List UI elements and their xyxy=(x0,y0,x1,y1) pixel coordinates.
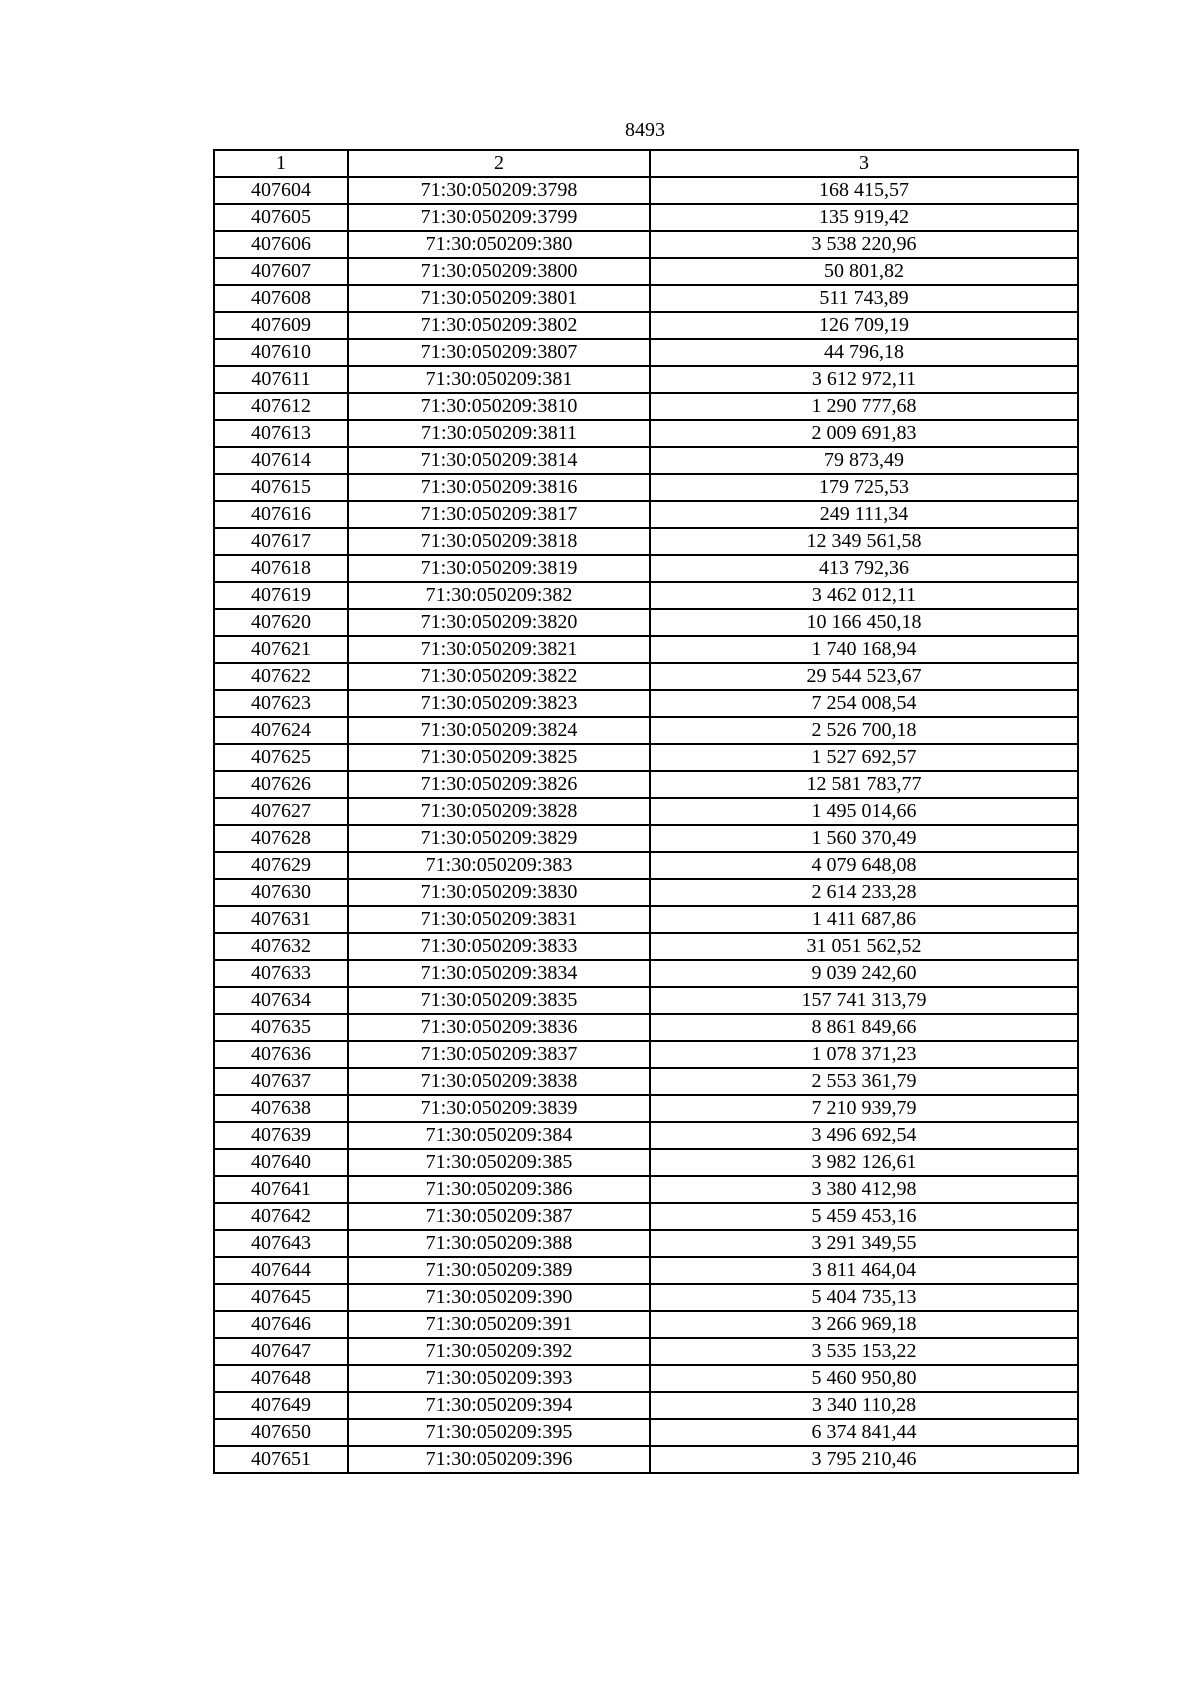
table-row xyxy=(214,717,1078,744)
cadastral-number-cell: 71:30:050209:3834 xyxy=(348,960,650,987)
row-number-cell: 407626 xyxy=(214,771,348,798)
table-row xyxy=(214,1014,1078,1041)
cadastral-number-cell: 71:30:050209:389 xyxy=(348,1257,650,1284)
column-header-3: 3 xyxy=(650,150,1078,177)
table-row xyxy=(214,366,1078,393)
row-number-cell: 407609 xyxy=(214,312,348,339)
cadastral-number-cell: 71:30:050209:396 xyxy=(348,1446,650,1473)
value-cell: 249 111,34 xyxy=(650,501,1078,528)
cadastral-number-cell: 71:30:050209:3828 xyxy=(348,798,650,825)
table-row xyxy=(214,987,1078,1014)
value-cell: 126 709,19 xyxy=(650,312,1078,339)
table-row xyxy=(214,1311,1078,1338)
cadastral-number-cell: 71:30:050209:3833 xyxy=(348,933,650,960)
table-row xyxy=(214,204,1078,231)
table-row xyxy=(214,1041,1078,1068)
table-row xyxy=(214,825,1078,852)
table-row xyxy=(214,420,1078,447)
table-row xyxy=(214,636,1078,663)
table-row xyxy=(214,177,1078,204)
cadastral-number-cell: 71:30:050209:394 xyxy=(348,1392,650,1419)
cadastral-number-cell: 71:30:050209:383 xyxy=(348,852,650,879)
row-number-cell: 407631 xyxy=(214,906,348,933)
value-cell: 3 811 464,04 xyxy=(650,1257,1078,1284)
cadastral-number-cell: 71:30:050209:3817 xyxy=(348,501,650,528)
table-row xyxy=(214,1365,1078,1392)
cadastral-number-cell: 71:30:050209:386 xyxy=(348,1176,650,1203)
row-number-cell: 407638 xyxy=(214,1095,348,1122)
row-number-cell: 407648 xyxy=(214,1365,348,1392)
row-number-cell: 407625 xyxy=(214,744,348,771)
cadastral-number-cell: 71:30:050209:392 xyxy=(348,1338,650,1365)
value-cell: 1 560 370,49 xyxy=(650,825,1078,852)
table-row xyxy=(214,1338,1078,1365)
cadastral-number-cell: 71:30:050209:3798 xyxy=(348,177,650,204)
table-row xyxy=(214,231,1078,258)
value-cell: 7 254 008,54 xyxy=(650,690,1078,717)
value-cell: 3 462 012,11 xyxy=(650,582,1078,609)
value-cell: 168 415,57 xyxy=(650,177,1078,204)
value-cell: 5 460 950,80 xyxy=(650,1365,1078,1392)
table-row xyxy=(214,906,1078,933)
table-row xyxy=(214,393,1078,420)
value-cell: 3 380 412,98 xyxy=(650,1176,1078,1203)
table-row xyxy=(214,663,1078,690)
table-row xyxy=(214,1176,1078,1203)
row-number-cell: 407606 xyxy=(214,231,348,258)
cadastral-number-cell: 71:30:050209:3801 xyxy=(348,285,650,312)
value-cell: 5 459 453,16 xyxy=(650,1203,1078,1230)
row-number-cell: 407647 xyxy=(214,1338,348,1365)
row-number-cell: 407649 xyxy=(214,1392,348,1419)
value-cell: 31 051 562,52 xyxy=(650,933,1078,960)
cadastral-number-cell: 71:30:050209:393 xyxy=(348,1365,650,1392)
row-number-cell: 407616 xyxy=(214,501,348,528)
table-row xyxy=(214,771,1078,798)
value-cell: 2 009 691,83 xyxy=(650,420,1078,447)
row-number-cell: 407643 xyxy=(214,1230,348,1257)
value-cell: 511 743,89 xyxy=(650,285,1078,312)
value-cell: 7 210 939,79 xyxy=(650,1095,1078,1122)
value-cell: 3 291 349,55 xyxy=(650,1230,1078,1257)
cadastral-number-cell: 71:30:050209:3831 xyxy=(348,906,650,933)
value-cell: 157 741 313,79 xyxy=(650,987,1078,1014)
row-number-cell: 407605 xyxy=(214,204,348,231)
table-row xyxy=(214,1095,1078,1122)
cadastral-number-cell: 71:30:050209:385 xyxy=(348,1149,650,1176)
table-row xyxy=(214,555,1078,582)
value-cell: 1 411 687,86 xyxy=(650,906,1078,933)
value-cell: 3 795 210,46 xyxy=(650,1446,1078,1473)
header-row xyxy=(214,150,1078,177)
row-number-cell: 407618 xyxy=(214,555,348,582)
row-number-cell: 407645 xyxy=(214,1284,348,1311)
cadastral-number-cell: 71:30:050209:3825 xyxy=(348,744,650,771)
value-cell: 10 166 450,18 xyxy=(650,609,1078,636)
row-number-cell: 407608 xyxy=(214,285,348,312)
value-cell: 3 496 692,54 xyxy=(650,1122,1078,1149)
value-cell: 135 919,42 xyxy=(650,204,1078,231)
value-cell: 3 982 126,61 xyxy=(650,1149,1078,1176)
row-number-cell: 407622 xyxy=(214,663,348,690)
cadastral-number-cell: 71:30:050209:3818 xyxy=(348,528,650,555)
table-row xyxy=(214,798,1078,825)
value-cell: 29 544 523,67 xyxy=(650,663,1078,690)
cadastral-number-cell: 71:30:050209:3819 xyxy=(348,555,650,582)
cadastral-number-cell: 71:30:050209:3835 xyxy=(348,987,650,1014)
table-row xyxy=(214,447,1078,474)
value-cell: 3 538 220,96 xyxy=(650,231,1078,258)
table-row xyxy=(214,744,1078,771)
value-cell: 1 527 692,57 xyxy=(650,744,1078,771)
table-row xyxy=(214,960,1078,987)
table-row xyxy=(214,690,1078,717)
row-number-cell: 407639 xyxy=(214,1122,348,1149)
cadastral-number-cell: 71:30:050209:3822 xyxy=(348,663,650,690)
table-row xyxy=(214,501,1078,528)
value-cell: 1 290 777,68 xyxy=(650,393,1078,420)
cadastral-number-cell: 71:30:050209:3821 xyxy=(348,636,650,663)
column-header-2: 2 xyxy=(348,150,650,177)
table-row xyxy=(214,285,1078,312)
row-number-cell: 407634 xyxy=(214,987,348,1014)
cadastral-number-cell: 71:30:050209:3802 xyxy=(348,312,650,339)
cadastral-number-cell: 71:30:050209:3829 xyxy=(348,825,650,852)
cadastral-number-cell: 71:30:050209:3811 xyxy=(348,420,650,447)
cadastral-number-cell: 71:30:050209:380 xyxy=(348,231,650,258)
row-number-cell: 407612 xyxy=(214,393,348,420)
table-row xyxy=(214,1068,1078,1095)
value-cell: 6 374 841,44 xyxy=(650,1419,1078,1446)
row-number-cell: 407627 xyxy=(214,798,348,825)
table-body xyxy=(214,177,1078,1473)
cadastral-number-cell: 71:30:050209:3837 xyxy=(348,1041,650,1068)
row-number-cell: 407636 xyxy=(214,1041,348,1068)
cadastral-number-cell: 71:30:050209:3799 xyxy=(348,204,650,231)
cadastral-number-cell: 71:30:050209:387 xyxy=(348,1203,650,1230)
cadastral-number-cell: 71:30:050209:3836 xyxy=(348,1014,650,1041)
cadastral-number-cell: 71:30:050209:3814 xyxy=(348,447,650,474)
row-number-cell: 407624 xyxy=(214,717,348,744)
table-row xyxy=(214,312,1078,339)
value-cell: 3 535 153,22 xyxy=(650,1338,1078,1365)
table-row xyxy=(214,1446,1078,1473)
cadastral-number-cell: 71:30:050209:395 xyxy=(348,1419,650,1446)
value-cell: 4 079 648,08 xyxy=(650,852,1078,879)
table-row xyxy=(214,879,1078,906)
cadastral-number-cell: 71:30:050209:3823 xyxy=(348,690,650,717)
row-number-cell: 407621 xyxy=(214,636,348,663)
cadastral-number-cell: 71:30:050209:3839 xyxy=(348,1095,650,1122)
row-number-cell: 407642 xyxy=(214,1203,348,1230)
value-cell: 5 404 735,13 xyxy=(650,1284,1078,1311)
row-number-cell: 407630 xyxy=(214,879,348,906)
cadastral-number-cell: 71:30:050209:391 xyxy=(348,1311,650,1338)
row-number-cell: 407628 xyxy=(214,825,348,852)
row-number-cell: 407604 xyxy=(214,177,348,204)
data-table xyxy=(213,149,1079,1474)
table-row xyxy=(214,1230,1078,1257)
cadastral-number-cell: 71:30:050209:3807 xyxy=(348,339,650,366)
value-cell: 1 740 168,94 xyxy=(650,636,1078,663)
row-number-cell: 407637 xyxy=(214,1068,348,1095)
row-number-cell: 407633 xyxy=(214,960,348,987)
value-cell: 8 861 849,66 xyxy=(650,1014,1078,1041)
table-header xyxy=(214,150,1078,177)
value-cell: 1 495 014,66 xyxy=(650,798,1078,825)
cadastral-number-cell: 71:30:050209:382 xyxy=(348,582,650,609)
value-cell: 3 266 969,18 xyxy=(650,1311,1078,1338)
row-number-cell: 407644 xyxy=(214,1257,348,1284)
cadastral-number-cell: 71:30:050209:3838 xyxy=(348,1068,650,1095)
cadastral-number-cell: 71:30:050209:381 xyxy=(348,366,650,393)
table-row xyxy=(214,933,1078,960)
cadastral-number-cell: 71:30:050209:388 xyxy=(348,1230,650,1257)
row-number-cell: 407617 xyxy=(214,528,348,555)
value-cell: 12 349 561,58 xyxy=(650,528,1078,555)
table-row xyxy=(214,1392,1078,1419)
value-cell: 1 078 371,23 xyxy=(650,1041,1078,1068)
row-number-cell: 407619 xyxy=(214,582,348,609)
row-number-cell: 407650 xyxy=(214,1419,348,1446)
cadastral-number-cell: 71:30:050209:3826 xyxy=(348,771,650,798)
value-cell: 2 553 361,79 xyxy=(650,1068,1078,1095)
table-row xyxy=(214,852,1078,879)
row-number-cell: 407607 xyxy=(214,258,348,285)
page-number: 8493 xyxy=(625,119,665,141)
row-number-cell: 407611 xyxy=(214,366,348,393)
row-number-cell: 407646 xyxy=(214,1311,348,1338)
row-number-cell: 407615 xyxy=(214,474,348,501)
row-number-cell: 407632 xyxy=(214,933,348,960)
row-number-cell: 407623 xyxy=(214,690,348,717)
table-row xyxy=(214,609,1078,636)
value-cell: 3 340 110,28 xyxy=(650,1392,1078,1419)
value-cell: 2 526 700,18 xyxy=(650,717,1078,744)
row-number-cell: 407641 xyxy=(214,1176,348,1203)
row-number-cell: 407610 xyxy=(214,339,348,366)
value-cell: 50 801,82 xyxy=(650,258,1078,285)
table-row xyxy=(214,1257,1078,1284)
cadastral-number-cell: 71:30:050209:3816 xyxy=(348,474,650,501)
cadastral-number-cell: 71:30:050209:3810 xyxy=(348,393,650,420)
table-row xyxy=(214,1419,1078,1446)
value-cell: 2 614 233,28 xyxy=(650,879,1078,906)
table-row xyxy=(214,339,1078,366)
table-row xyxy=(214,582,1078,609)
value-cell: 12 581 783,77 xyxy=(650,771,1078,798)
table-row xyxy=(214,1203,1078,1230)
value-cell: 79 873,49 xyxy=(650,447,1078,474)
cadastral-number-cell: 71:30:050209:384 xyxy=(348,1122,650,1149)
row-number-cell: 407620 xyxy=(214,609,348,636)
row-number-cell: 407614 xyxy=(214,447,348,474)
table-row xyxy=(214,1284,1078,1311)
row-number-cell: 407651 xyxy=(214,1446,348,1473)
column-header-1: 1 xyxy=(214,150,348,177)
row-number-cell: 407629 xyxy=(214,852,348,879)
cadastral-number-cell: 71:30:050209:3824 xyxy=(348,717,650,744)
row-number-cell: 407640 xyxy=(214,1149,348,1176)
table-row xyxy=(214,474,1078,501)
cadastral-number-cell: 71:30:050209:390 xyxy=(348,1284,650,1311)
row-number-cell: 407635 xyxy=(214,1014,348,1041)
table-row xyxy=(214,1149,1078,1176)
value-cell: 9 039 242,60 xyxy=(650,960,1078,987)
value-cell: 413 792,36 xyxy=(650,555,1078,582)
table-row xyxy=(214,1122,1078,1149)
cadastral-number-cell: 71:30:050209:3830 xyxy=(348,879,650,906)
cadastral-number-cell: 71:30:050209:3820 xyxy=(348,609,650,636)
value-cell: 179 725,53 xyxy=(650,474,1078,501)
cadastral-number-cell: 71:30:050209:3800 xyxy=(348,258,650,285)
value-cell: 3 612 972,11 xyxy=(650,366,1078,393)
row-number-cell: 407613 xyxy=(214,420,348,447)
value-cell: 44 796,18 xyxy=(650,339,1078,366)
table-row xyxy=(214,528,1078,555)
table-row xyxy=(214,258,1078,285)
